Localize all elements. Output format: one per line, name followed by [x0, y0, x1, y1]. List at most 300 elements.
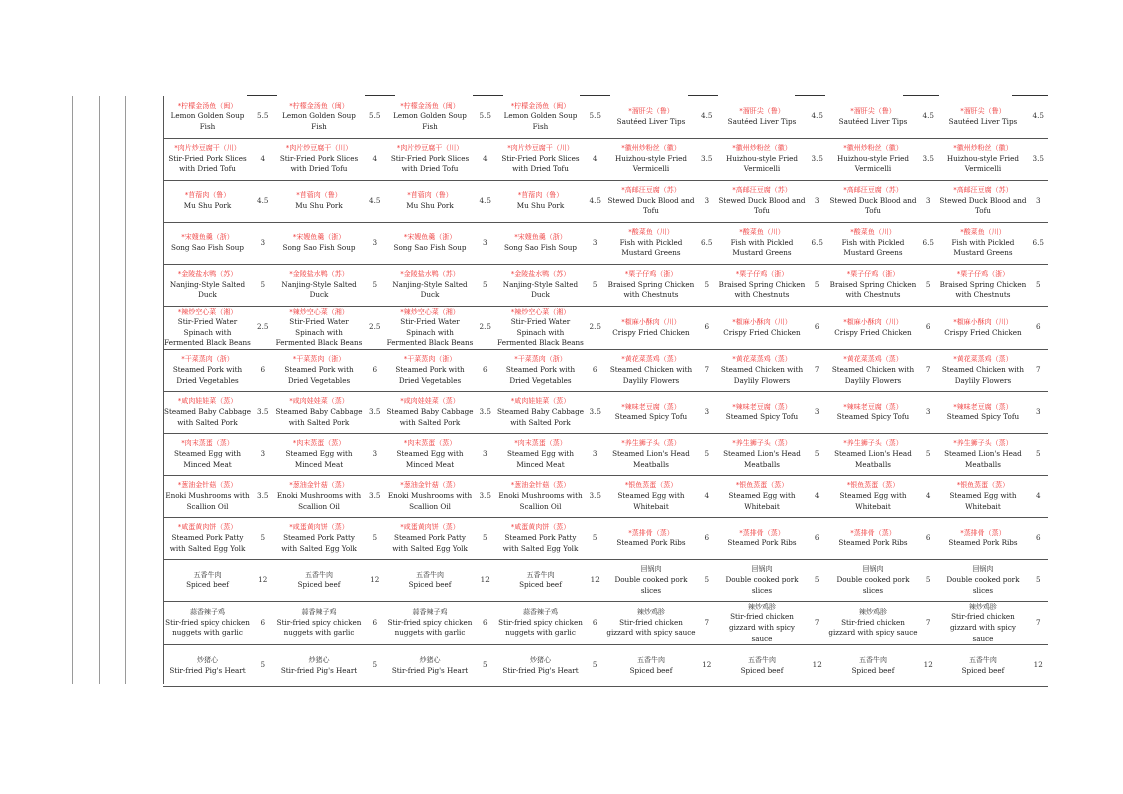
dish-price: 7 — [808, 601, 827, 644]
dish-price: 3 — [365, 433, 385, 475]
dish-price: 3.5 — [475, 475, 495, 517]
dish-cell — [716, 601, 807, 644]
dish-price: 3 — [697, 391, 716, 433]
dish-cell — [716, 138, 807, 180]
dish-name-english: Song Sao Fish Soup — [171, 243, 244, 252]
dish-cell — [273, 222, 364, 264]
dish-name-english: Double cooked pork slices — [725, 575, 799, 595]
dish-name-chinese: 回锅肉 — [640, 565, 662, 574]
dish-cell — [385, 180, 475, 222]
dish-price: 7 — [919, 349, 937, 391]
dish-price: 5 — [586, 645, 605, 687]
dish-name-english: Huizhou-style Fried Vermicelli — [946, 153, 1019, 174]
dish-cell — [605, 222, 697, 264]
dish-price: 12 — [808, 645, 827, 687]
dish-name-chinese: *栗子仔鸡（浙） — [956, 270, 1010, 279]
dish-price: 6 — [586, 349, 605, 391]
dish-cell — [605, 475, 697, 517]
dish-price: 5 — [808, 264, 827, 306]
dish-price: 6 — [365, 349, 385, 391]
dish-cell — [937, 475, 1028, 517]
dish-cell — [716, 180, 807, 222]
dish-name-english: Mu Shu Pork — [406, 201, 454, 210]
dish-name-chinese: *苜蓿肉（鲁） — [184, 191, 231, 200]
left-margin-line-3 — [125, 96, 126, 684]
dish-price: 5 — [365, 517, 385, 559]
dish-name-english: Braised Spring Chicken with Chestnuts — [829, 279, 917, 300]
dish-cell — [716, 96, 807, 138]
dish-price: 5.5 — [475, 96, 495, 138]
dish-cell — [495, 391, 585, 433]
dish-name-chinese: *椒麻小酥肉（川） — [621, 318, 681, 327]
dish-name-chinese: *金陵盐水鸭（苏） — [510, 270, 571, 279]
dish-price: 6.5 — [697, 222, 716, 264]
dish-price: 4.5 — [252, 180, 273, 222]
dish-price: 4.5 — [365, 180, 385, 222]
dish-name-english: Mu Shu Pork — [295, 201, 343, 210]
dish-cell — [273, 138, 364, 180]
dish-cell — [605, 645, 697, 687]
dish-cell — [716, 349, 807, 391]
dish-price: 7 — [697, 601, 716, 644]
dish-cell — [495, 138, 585, 180]
dish-name-english: Nanjing-Style Salted Duck — [392, 279, 468, 300]
dish-price: 5 — [1028, 264, 1048, 306]
dish-price: 6 — [808, 517, 827, 559]
dish-name-chinese: 辣炒鸡胗 — [747, 602, 776, 611]
dish-cell — [163, 349, 252, 391]
menu-row — [163, 559, 1048, 601]
dish-cell — [827, 475, 919, 517]
dish-name-chinese: *椒麻小酥肉（川） — [953, 318, 1013, 327]
dish-cell — [827, 433, 919, 475]
dish-name-chinese: *辣味老豆腐（蒸） — [953, 402, 1013, 411]
dish-name-english: Crispy Fried Chicken — [612, 327, 690, 337]
dish-price: 6 — [475, 601, 495, 644]
dish-name-english: Huizhou-style Fried Vermicelli — [725, 153, 798, 174]
dish-name-chinese: *葱油金针菇（蒸） — [510, 481, 571, 490]
dish-price: 5 — [808, 433, 827, 475]
dish-name-english: Fish with Pickled Mustard Greens — [841, 237, 905, 258]
dish-name-chinese: *辣炒空心菜（湘） — [289, 307, 349, 316]
dish-name-chinese: *高邮汪豆腐（苏） — [843, 186, 903, 195]
dish-price: 5 — [919, 559, 937, 601]
dish-name-chinese: 蒜香辣子鸡 — [412, 608, 448, 617]
dish-name-chinese: *徽州炒粉丝（徽） — [621, 144, 681, 153]
dish-cell — [937, 645, 1028, 687]
dish-name-chinese: *咸蛋黄肉饼（蒸） — [510, 523, 571, 532]
dish-cell — [937, 138, 1028, 180]
dish-name-chinese: *宋嫂鱼羹（浙） — [514, 233, 567, 242]
dish-cell — [827, 559, 919, 601]
dish-price: 5 — [365, 645, 385, 687]
dish-price: 4.5 — [919, 96, 937, 138]
dish-name-chinese: *溜肝尖（鲁） — [850, 107, 896, 116]
dish-price: 5 — [697, 264, 716, 306]
dish-name-chinese: *宋嫂鱼羹（浙） — [292, 233, 346, 242]
dish-name-english: Crispy Fried Chicken — [723, 327, 801, 337]
dish-cell — [605, 517, 697, 559]
dish-name-english: Steamed Egg with Whitebait — [617, 491, 685, 511]
dish-price: 5 — [252, 645, 273, 687]
dish-name-english: Lemon Golden Soup Fish — [170, 111, 245, 132]
menu-row — [163, 264, 1048, 306]
dish-price: 2.5 — [365, 306, 385, 349]
dish-cell — [605, 601, 697, 644]
dish-price: 5.5 — [365, 96, 385, 138]
dish-price: 12 — [697, 645, 716, 687]
dish-name-english: Spiced beef — [519, 580, 562, 590]
dish-name-chinese: *咸肉娃娃菜（蒸） — [510, 397, 571, 406]
dish-price: 2.5 — [586, 306, 605, 349]
dish-name-english: Steamed Baby Cabbage with Salted Pork — [497, 407, 584, 427]
menu-row — [163, 601, 1048, 644]
dish-cell — [273, 559, 364, 601]
dish-cell — [273, 645, 364, 687]
dish-name-chinese: *溜肝尖（鲁） — [960, 107, 1006, 116]
dish-cell — [605, 96, 697, 138]
dish-price: 12 — [252, 559, 273, 601]
dish-price: 6 — [475, 349, 495, 391]
dish-name-english: Double cooked pork slices — [946, 575, 1020, 595]
dish-name-english: Sautéed Liver Tips — [948, 116, 1018, 126]
dish-cell — [495, 306, 585, 349]
dish-price: 7 — [1028, 349, 1048, 391]
left-margin-line-1 — [72, 96, 73, 684]
dish-name-chinese: *徽州炒粉丝（徽） — [953, 144, 1013, 153]
dish-cell — [937, 264, 1028, 306]
dish-name-chinese: *养生狮子头（蒸） — [953, 439, 1013, 448]
dish-name-chinese: 辣炒鸡胗 — [968, 602, 997, 611]
dish-name-english: Crispy Fried Chicken — [944, 327, 1022, 337]
dish-name-chinese: *咸肉娃娃菜（蒸） — [400, 397, 460, 406]
dish-name-chinese: *酸菜鱼（川） — [850, 228, 896, 237]
dish-name-chinese: *高邮汪豆腐（苏） — [732, 186, 792, 195]
dish-cell — [716, 475, 807, 517]
dish-price: 3 — [919, 180, 937, 222]
dish-price: 6 — [365, 601, 385, 644]
dish-price: 7 — [697, 349, 716, 391]
dish-price: 3.5 — [808, 138, 827, 180]
dish-cell — [273, 96, 364, 138]
dish-price: 4 — [919, 475, 937, 517]
dish-cell — [273, 391, 364, 433]
dish-cell — [605, 349, 697, 391]
dish-name-english: Spiced beef — [297, 580, 341, 590]
menu-row — [163, 391, 1048, 433]
dish-name-chinese: *金陵盐水鸭（苏） — [400, 270, 460, 279]
dish-price: 4.5 — [808, 96, 827, 138]
menu-row — [163, 222, 1048, 264]
dish-cell — [716, 645, 807, 687]
dish-cell — [273, 264, 364, 306]
dish-price: 5 — [475, 517, 495, 559]
dish-cell — [385, 138, 475, 180]
dish-name-chinese: *栗子仔鸡（浙） — [624, 270, 678, 279]
dish-price: 3.5 — [1028, 138, 1048, 180]
dish-name-english: Steamed Egg with Whitebait — [839, 491, 907, 511]
dish-name-chinese: *宋嫂鱼羹（浙） — [181, 233, 234, 242]
dish-name-english: Steamed Lion's Head Meatballs — [612, 449, 690, 469]
dish-price: 3.5 — [365, 475, 385, 517]
dish-name-english: Sautéed Liver Tips — [727, 116, 797, 126]
dish-cell — [163, 306, 252, 349]
dish-price: 6 — [252, 349, 273, 391]
dish-name-chinese: 辣炒鸡胗 — [636, 608, 665, 617]
dish-cell — [605, 180, 697, 222]
dish-price: 4 — [586, 138, 605, 180]
dish-name-chinese: *苜蓿肉（鲁） — [407, 191, 453, 200]
dish-cell — [163, 138, 252, 180]
dish-name-english: Enoki Mushrooms with Scallion Oil — [387, 491, 473, 511]
menu-row — [163, 475, 1048, 517]
dish-cell — [937, 517, 1028, 559]
dish-cell — [385, 475, 475, 517]
dish-name-chinese: 五香牛肉 — [193, 570, 222, 579]
dish-price: 6 — [808, 306, 827, 349]
dish-name-english: Steamed Pork Patty with Salted Egg Yolk — [281, 533, 357, 553]
dish-price: 2.5 — [252, 306, 273, 349]
dish-price: 4 — [475, 138, 495, 180]
dish-name-english: Sautéed Liver Tips — [838, 116, 908, 126]
dish-price: 3 — [475, 222, 495, 264]
left-margin-line-2 — [99, 96, 100, 684]
dish-price: 3 — [697, 180, 716, 222]
dish-cell — [495, 601, 585, 644]
dish-cell — [716, 222, 807, 264]
menu-body — [163, 96, 1048, 687]
dish-name-chinese: *养生狮子头（蒸） — [843, 439, 903, 448]
dish-name-chinese: *柠檬金汤鱼（闽） — [400, 101, 460, 110]
dish-cell — [385, 645, 475, 687]
dish-name-chinese: *咸蛋黄肉饼（蒸） — [177, 523, 238, 532]
dish-name-chinese: *柠檬金汤鱼（闽） — [289, 101, 349, 110]
dish-name-chinese: *养生狮子头（蒸） — [621, 439, 681, 448]
dish-cell — [937, 306, 1028, 349]
dish-price: 5.5 — [252, 96, 273, 138]
dish-cell — [937, 433, 1028, 475]
dish-cell — [827, 645, 919, 687]
dish-price: 5 — [586, 517, 605, 559]
dish-name-english: Stir-fried spicy chicken nuggets with garlic — [276, 617, 362, 638]
dish-cell — [385, 391, 475, 433]
dish-price: 6 — [919, 517, 937, 559]
dish-name-english: Steamed Spicy Tofu — [725, 412, 799, 422]
dish-name-english: Steamed Egg with Whitebait — [949, 491, 1017, 511]
dish-cell — [495, 433, 585, 475]
dish-cell — [273, 180, 364, 222]
dish-cell — [827, 391, 919, 433]
dish-name-english: Steamed Egg with Minced Meat — [506, 449, 574, 469]
dish-cell — [937, 391, 1028, 433]
dish-cell — [827, 180, 919, 222]
dish-price: 3 — [808, 391, 827, 433]
dish-name-chinese: *辣炒空心菜（湘） — [400, 307, 460, 316]
dish-cell — [163, 222, 252, 264]
dish-name-chinese: *徽州炒粉丝（徽） — [843, 144, 903, 153]
dish-name-english: Mu Shu Pork — [516, 201, 565, 210]
dish-name-chinese: *高邮汪豆腐（苏） — [621, 186, 681, 195]
menu-row — [163, 138, 1048, 180]
dish-name-english: Spiced beef — [629, 665, 673, 675]
dish-name-english: Lemon Golden Soup Fish — [282, 111, 356, 132]
dish-name-english: Steamed Spicy Tofu — [614, 412, 688, 422]
dish-cell — [273, 517, 364, 559]
dish-cell — [716, 264, 807, 306]
dish-name-english: Mu Shu Pork — [183, 201, 232, 210]
dish-name-chinese: *徽州炒粉丝（徽） — [732, 144, 792, 153]
dish-name-english: Fish with Pickled Mustard Greens — [951, 237, 1015, 258]
dish-price: 6 — [252, 601, 273, 644]
dish-name-chinese: *银鱼蒸蛋（蒸） — [846, 481, 900, 490]
dish-cell — [937, 222, 1028, 264]
dish-cell — [273, 475, 364, 517]
dish-price: 5 — [252, 264, 273, 306]
dish-price: 5 — [919, 433, 937, 475]
dish-name-english: Steamed Pork Ribs — [838, 538, 908, 548]
dish-price: 6.5 — [808, 222, 827, 264]
dish-cell — [163, 96, 252, 138]
dish-price: 3 — [1028, 391, 1048, 433]
dish-name-chinese: 回锅肉 — [862, 565, 884, 574]
dish-name-english: Steamed Pork Patty with Salted Egg Yolk — [392, 533, 468, 553]
dish-name-chinese: 五香牛肉 — [416, 570, 444, 579]
dish-name-english: Steamed Pork Ribs — [948, 538, 1018, 548]
dish-name-english: Lemon Golden Soup Fish — [393, 111, 467, 132]
dish-name-chinese: *干菜蒸肉（浙） — [292, 355, 346, 364]
dish-cell — [495, 264, 585, 306]
dish-cell — [385, 349, 475, 391]
dish-name-english: Stir-Fried Pork Slices with Dried Tofu — [390, 153, 470, 174]
dish-price: 5.5 — [586, 96, 605, 138]
dish-price: 3.5 — [475, 391, 495, 433]
dish-cell — [716, 391, 807, 433]
dish-name-english: Stir-fried chicken gizzard with spicy sauce — [949, 612, 1016, 643]
dish-cell — [495, 222, 585, 264]
dish-price: 3.5 — [697, 138, 716, 180]
dish-name-english: Steamed Pork with Dried Vegetables — [284, 365, 354, 385]
dish-cell — [495, 645, 585, 687]
dish-name-chinese: 炒猪心 — [419, 656, 441, 665]
dish-cell — [827, 96, 919, 138]
dish-name-chinese: *肉片炒豆腐干（川） — [174, 144, 241, 153]
dish-cell — [385, 96, 475, 138]
dish-name-english: Nanjing-Style Salted Duck — [502, 279, 579, 300]
dish-cell — [827, 517, 919, 559]
dish-name-chinese: *酸菜鱼（川） — [628, 228, 674, 237]
dish-name-english: Steamed Egg with Whitebait — [728, 491, 796, 511]
dish-name-english: Steamed Egg with Minced Meat — [173, 449, 241, 469]
dish-name-chinese: *黄花菜蒸鸡（蒸） — [732, 355, 792, 364]
dish-price: 3 — [586, 433, 605, 475]
dish-price: 5 — [365, 264, 385, 306]
dish-name-english: Stir-fried chicken gizzard with spicy sauce — [828, 617, 918, 638]
dish-name-english: Nanjing-Style Salted Duck — [169, 279, 246, 300]
dish-price: 5 — [586, 264, 605, 306]
dish-name-english: Steamed Baby Cabbage with Salted Pork — [164, 407, 251, 427]
dish-name-chinese: *咸蛋黄肉饼（蒸） — [400, 523, 460, 532]
dish-name-chinese: 蒜香辣子鸡 — [190, 608, 225, 617]
dish-cell — [495, 475, 585, 517]
dish-cell — [495, 349, 585, 391]
dish-cell — [605, 433, 697, 475]
dish-name-chinese: *柠檬金汤鱼（闽） — [177, 101, 238, 110]
dish-name-chinese: *咸肉娃娃菜（蒸） — [289, 397, 349, 406]
dish-name-english: Steamed Pork with Dried Vegetables — [395, 365, 465, 385]
dish-name-english: Stir-fried Pig's Heart — [502, 665, 579, 675]
dish-cell — [495, 517, 585, 559]
dish-cell — [716, 306, 807, 349]
dish-price: 3 — [586, 222, 605, 264]
dish-cell — [605, 138, 697, 180]
dish-price: 3 — [365, 222, 385, 264]
dish-name-english: Enoki Mushrooms with Scallion Oil — [276, 491, 362, 511]
dish-name-english: Steamed Baby Cabbage with Salted Pork — [386, 407, 474, 427]
menu-row — [163, 349, 1048, 391]
dish-name-chinese: *椒麻小酥肉（川） — [732, 318, 792, 327]
dish-cell — [385, 517, 475, 559]
dish-name-english: Stir-Fried Water Spinach with Fermented Black Beans — [275, 317, 363, 348]
dish-name-chinese: *肉片炒豆腐干（川） — [285, 144, 353, 153]
dish-cell — [273, 601, 364, 644]
dish-price: 7 — [1028, 601, 1048, 644]
dish-name-english: Stir-fried chicken gizzard with spicy sauce — [606, 617, 696, 638]
dish-name-english: Stir-fried Pig's Heart — [280, 665, 358, 675]
dish-cell — [827, 349, 919, 391]
dish-name-english: Braised Spring Chicken with Chestnuts — [718, 279, 806, 300]
dish-name-english: Stir-fried spicy chicken nuggets with garlic — [165, 617, 250, 638]
dish-price: 4 — [365, 138, 385, 180]
dish-price: 3 — [252, 222, 273, 264]
dish-cell — [827, 601, 919, 644]
dish-name-chinese: *咸肉娃娃菜（蒸） — [177, 397, 238, 406]
dish-cell — [163, 433, 252, 475]
dish-name-english: Steamed Chicken with Daylily Flowers — [609, 365, 693, 385]
dish-name-chinese: 辣炒鸡胗 — [858, 608, 887, 617]
menu-row — [163, 96, 1048, 138]
dish-name-english: Stir-Fried Water Spinach with Fermented Black Beans — [164, 317, 251, 348]
dish-name-english: Stir-fried chicken gizzard with spicy sauce — [728, 612, 795, 643]
dish-cell — [495, 96, 585, 138]
dish-price: 3.5 — [919, 138, 937, 180]
dish-name-chinese: 蒜香辣子鸡 — [301, 608, 337, 617]
dish-name-english: Sautéed Liver Tips — [616, 116, 686, 126]
dish-name-english: Double cooked pork slices — [614, 575, 688, 595]
dish-cell — [163, 645, 252, 687]
dish-cell — [163, 517, 252, 559]
dish-name-chinese: *干菜蒸肉（浙） — [181, 355, 234, 364]
dish-price: 7 — [808, 349, 827, 391]
dish-price: 4 — [252, 138, 273, 180]
dish-price: 3.5 — [252, 391, 273, 433]
dish-cell — [605, 264, 697, 306]
dish-name-chinese: *辣味老豆腐（蒸） — [843, 402, 903, 411]
dish-name-english: Stir-fried Pig's Heart — [391, 665, 469, 675]
dish-name-english: Spiced beef — [186, 580, 229, 590]
dish-price: 3 — [252, 433, 273, 475]
dish-name-chinese: *干菜蒸肉（浙） — [403, 355, 457, 364]
dish-cell — [163, 475, 252, 517]
dish-name-chinese: *金陵盐水鸭（苏） — [177, 270, 238, 279]
dish-name-chinese: *肉末蒸蛋（蒸） — [181, 439, 234, 448]
dish-name-chinese: 五香牛肉 — [526, 570, 555, 579]
dish-price: 6 — [1028, 517, 1048, 559]
dish-price: 6.5 — [919, 222, 937, 264]
dish-name-chinese: *蒸排骨（蒸） — [960, 528, 1006, 537]
dish-cell — [495, 559, 585, 601]
dish-name-chinese: *溜肝尖（鲁） — [628, 107, 674, 116]
menu-row — [163, 645, 1048, 687]
